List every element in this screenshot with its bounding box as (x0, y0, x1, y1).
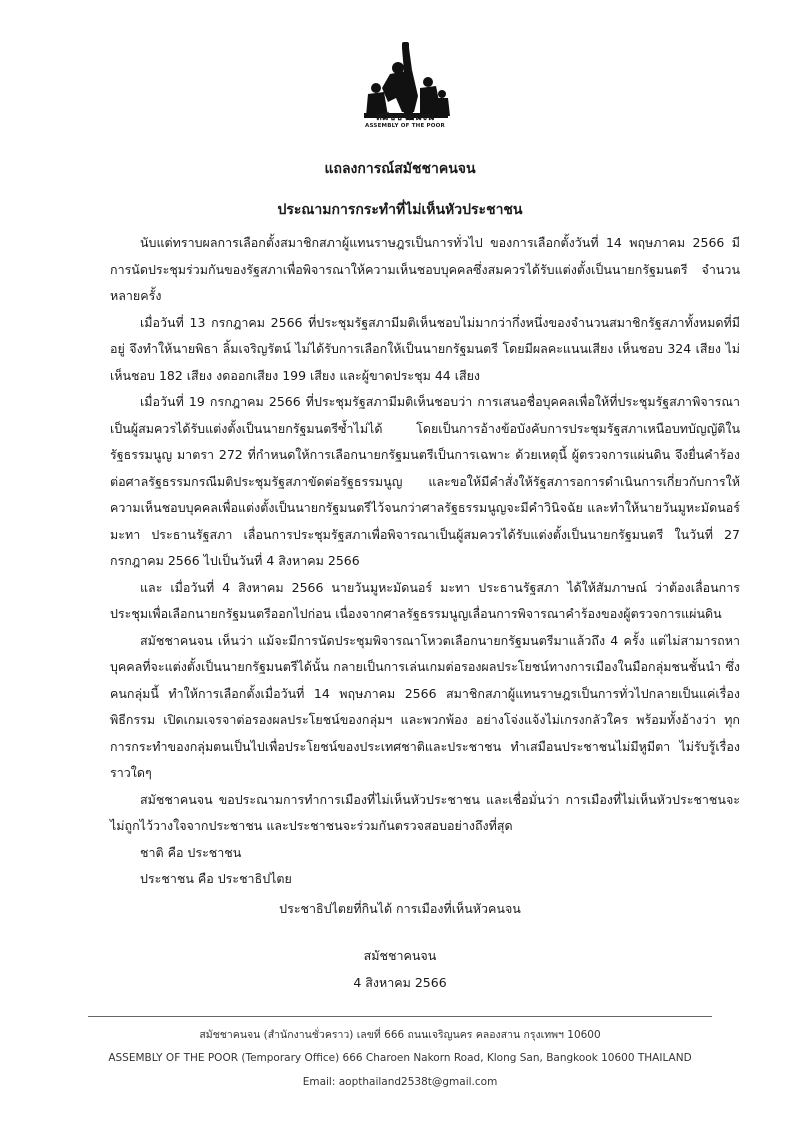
paragraph: และ เมื่อวันที่ 4 สิงหาคม 2566 นายวันมูหะมัดนอร์ มะทา ประธานรัฐสภา ได้ให้สัมภาษณ์ ว่าต้องเลื่อนการประชุมเพื่อเลือกนายกรัฐมนตรีออกไปก่อน เนื่องจากศาลรัฐธรรมนูญเลื่อนการพิจารณาคำร้องของผู้ตรวจการแผ่นดิน (110, 579, 740, 621)
motto-line: ประชาชน คือ ประชาธิปไตย (140, 871, 292, 886)
logo-text-english: ASSEMBLY OF THE POOR (365, 123, 445, 129)
paragraph: นับแต่ทราบผลการเลือกตั้งสมาชิกสภาผู้แทนราษฎรเป็นการทั่วไป ของการเลือกตั้งวันที่ 14 พฤษภาคม 2566 มีการนัดประชุมร่วมกันของรัฐสภาเพื่อพิจารณาให้ความเห็นชอบบุคคลซึ่งสมควรได้รับแต่งตั้งเป็นนายกรัฐมนตรี จำนวนหลายครั้ง (110, 235, 740, 303)
slogan: ประชาธิปไตยที่กินได้ การเมืองที่เห็นหัวคนจน (279, 901, 521, 916)
statement-body (110, 230, 740, 893)
paragraph: เมื่อวันที่ 13 กรกฎาคม 2566 ที่ประชุมรัฐสภามีมติเห็นชอบไม่มากว่ากึ่งหนึ่งของจำนวนสมาชิกรัฐสภาทั้งหมดที่มีอยู่ จึงทำให้นายพิธา ลิ้มเจริญรัตน์ ไม่ได้รับการเลือกให้เป็นนายกรัฐมนตรี โดยมีผลคะแนนเสียง เห็นชอบ 324 เสียง ไม่เห็นชอบ 182 เสียง งดออกเสียง 199 เสียง และผู้ขาดประชุม 44 เสียง (110, 314, 740, 383)
logo-caption (340, 113, 470, 130)
document-subheading: ประณามการกระทำที่ไม่เห็นหัวประชาชน (277, 202, 523, 218)
motto-line: ชาติ คือ ประชาชน (140, 844, 242, 860)
footer-address-thai: สมัชชาคนจน (สำนักงานชั่วคราว) เลขที่ 666 ถนนเจริญนคร คลองสาน กรุงเทพฯ 10600 (199, 1029, 601, 1041)
signature-org: สมัชชาคนจน (363, 948, 437, 963)
paragraph: เมื่อวันที่ 19 กรกฎาคม 2566 ที่ประชุมรัฐสภามีมติเห็นชอบว่า การเสนอชื่อบุคคลเพื่อให้ที่ประชุมรัฐสภาพิจารณาเป็นผู้สมควรได้รับแต่งตั้งเป็นนายกรัฐมนตรีซ้ำไม่ได้ โดยเป็นการอ้างข้อบังคับการประชุมรัฐสภาเหนือบทบัญญัติในรัฐธรรมนูญ มาตรา 272 ที่กำหนดให้การเลือกนายกรัฐมนตรีเป็นการเฉพาะ ด้วยเหตุนี้ ผู้ตรวจการแผ่นดิน จึงยื่นคำร้องต่อศาลรัฐธรรมกรณีมติประชุมรัฐสภาขัดต่อรัฐธรรมนูญ และขอให้มีคำสั่งให้รัฐสภารอการดำเนินการเกี่ยวกับการให้ความเห็นชอบบุคคลเพื่อแต่งตั้งเป็นนายกรัฐมนตรีไว้จนกว่าศาลรัฐธรรมนูญจะมีคำวินิจฉัย และทำให้นายวันมูหะมัดนอร์ มะทา ประธานรัฐสภา เลื่อนการประชุมรัฐสภาเพื่อพิจารณาเป็นผู้สมควรได้รับแต่งตั้งเป็นนายกรัฐมนตรี ในวันที่ 27 กรกฎาคม 2566 ไปเป็นวันที่ 4 สิงหาคม 2566 (110, 394, 740, 568)
signature-date: 4 สิงหาคม 2566 (353, 975, 447, 990)
paragraph: สมัชชาคนจน เห็นว่า แม้จะมีการนัดประชุมพิจารณาโหวตเลือกนายกรัฐมนตรีมาแล้วถึง 4 ครั้ง แต่ไม่สามารถหาบุคคลที่จะแต่งตั้งเป็นนายกรัฐมนตรีได้นั้น กลายเป็นการเล่นเกมต่อรองผลประโยชน์ทางการเมืองในมือกลุ่มชนชั้นนำ ซึ่งคนกลุ่มนี้ ทำให้การเลือกตั้งเมื่อวันที่ 14 พฤษภาคม 2566 สมาชิกสภาผู้แทนราษฎรเป็นการทั่วไปกลายเป็นแค่เรื่องพิธีกรรม เปิดเกมเจรจาต่อรองผลประโยชน์ของกลุ่มฯ และพวกพ้อง อย่างโจ่งแจ้งไม่เกรงกลัวใคร พร้อมทั้งอ้างว่า ทุกการกระทำของกลุ่มตนเป็นไปเพื่อประโยชน์ของประเทศชาติและประชาชน ทำเสมือนประชาชนไม่มีหูมีตา ไม่รับรู้เรื่องราวใดๆ (110, 632, 740, 780)
footer-address-english: ASSEMBLY OF THE POOR (Temporary Office) 666 Charoen Nakorn Road, Klong San, Bangkook 10600 THAILAND (108, 1052, 692, 1064)
footer-divider (88, 1016, 712, 1017)
footer-email: Email: aopthailand2538t@gmail.com (302, 1076, 498, 1088)
document-heading: แถลงการณ์สมัชชาคนจน (324, 161, 476, 177)
paragraph: สมัชชาคนจน ขอประณามการทำการเมืองที่ไม่เห็นหัวประชาชน และเชื่อมั่นว่า การเมืองที่ไม่เห็นหัวประชาชนจะไม่ถูกไว้วางใจจากประชาชน และประชาชนจะร่วมกันตรวจสอบอย่างถึงที่สุด (110, 791, 740, 833)
logo-text-thai: สมัชชาคนจน (375, 112, 435, 123)
